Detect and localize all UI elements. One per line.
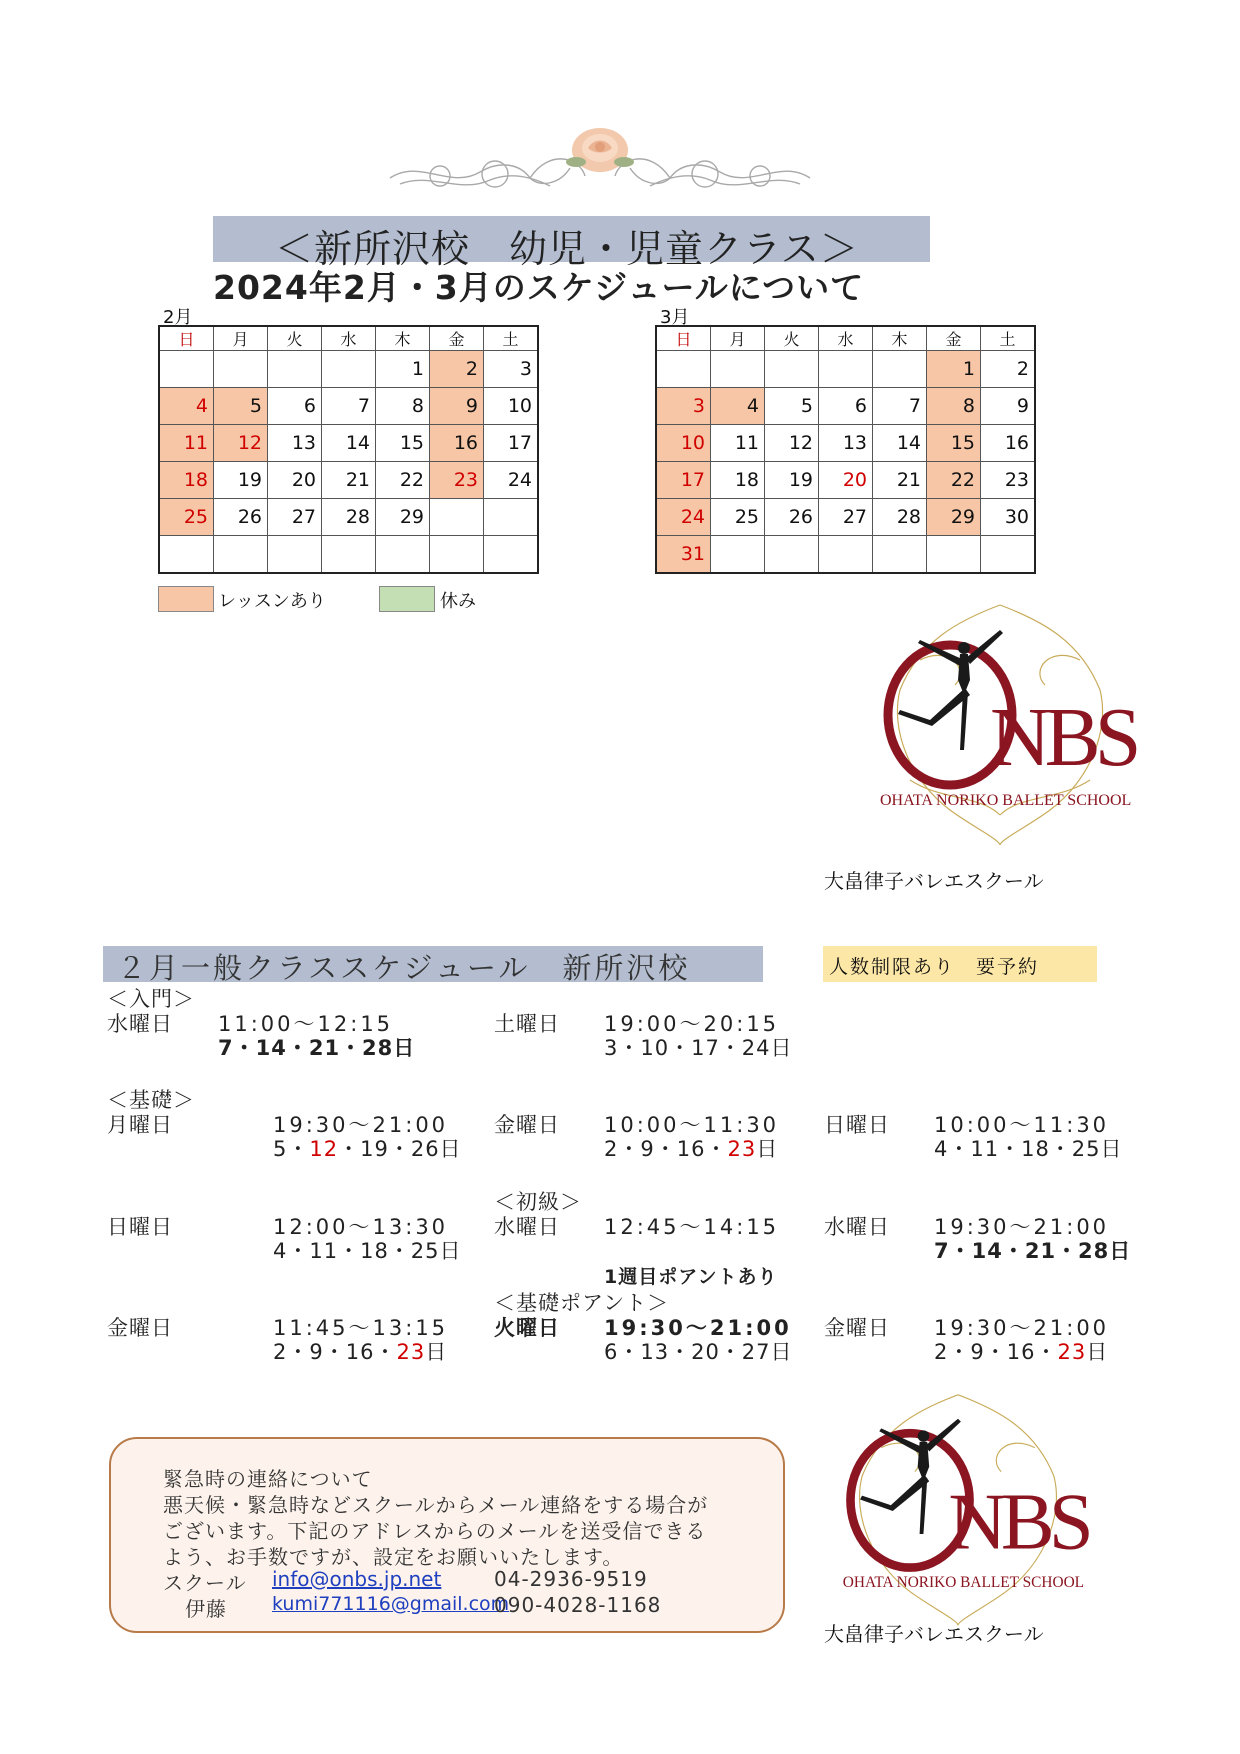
shokyu-wed-day: 水曜日 bbox=[494, 1215, 560, 1239]
weekday-header: 水 bbox=[819, 326, 873, 351]
calendar-day-cell: 23 bbox=[430, 462, 484, 499]
calendar-day-cell bbox=[484, 499, 539, 536]
calendar-week-row bbox=[159, 499, 538, 536]
person-phone: 090-4028-1168 bbox=[494, 1593, 662, 1617]
contact-line-1: 緊急時の連絡について bbox=[163, 1467, 373, 1491]
contact-school-label: スクール bbox=[163, 1571, 247, 1595]
calendar-day-cell: 24 bbox=[656, 499, 711, 536]
calendar-day-cell: 11 bbox=[159, 425, 214, 462]
calendar-day-cell: 31 bbox=[656, 536, 711, 573]
general-schedule-band bbox=[103, 946, 763, 985]
calendar-day-cell: 3 bbox=[484, 351, 539, 388]
kp-tue-time: 19:30～21:00 bbox=[604, 1316, 792, 1340]
calendar-day-cell: 25 bbox=[711, 499, 765, 536]
nyumon-wed-dates: 7・14・21・28日 bbox=[218, 1036, 416, 1060]
rose-icon bbox=[566, 128, 634, 172]
calendar-day-cell: 12 bbox=[765, 425, 819, 462]
calendar-day-cell: 6 bbox=[268, 388, 322, 425]
kp-fri2-dates: 2・9・16・23日 bbox=[934, 1340, 1109, 1364]
kp-fri-time: 11:45～13:15 bbox=[273, 1316, 449, 1340]
calendar-day-cell bbox=[430, 536, 484, 573]
calendar-day-cell: 27 bbox=[819, 499, 873, 536]
weekday-header: 日 bbox=[159, 326, 214, 351]
calendar-day-cell bbox=[159, 351, 214, 388]
calendar-week-row bbox=[656, 425, 1035, 462]
kiso-sun2-dates: 4・11・18・25日 bbox=[273, 1239, 462, 1263]
section-shokyu-label: ＜初級＞ bbox=[494, 1190, 582, 1214]
calendar-day-cell: 4 bbox=[159, 388, 214, 425]
calendar-week-row bbox=[159, 536, 538, 573]
calendar-day-cell: 19 bbox=[765, 462, 819, 499]
calendar-day-cell: 29 bbox=[927, 499, 981, 536]
shokyu-wed2-time: 19:30～21:00 bbox=[934, 1215, 1110, 1239]
calendar-day-cell: 16 bbox=[430, 425, 484, 462]
calendar-day-cell: 20 bbox=[819, 462, 873, 499]
logo-school-en-bottom: OHATA NORIKO BALLET SCHOOL bbox=[842, 1573, 1085, 1591]
calendar-day-cell: 14 bbox=[322, 425, 376, 462]
kp-fri-dates: 2・9・16・23日 bbox=[273, 1340, 448, 1364]
calendar-day-cell: 13 bbox=[268, 425, 322, 462]
onbs-logo bbox=[860, 600, 1140, 850]
weekday-header: 水 bbox=[322, 326, 376, 351]
calendar-day-cell: 9 bbox=[981, 388, 1036, 425]
onbs-logo-bottom bbox=[823, 1390, 1093, 1630]
calendar-day-cell: 10 bbox=[656, 425, 711, 462]
calendar-week-row bbox=[159, 425, 538, 462]
weekday-header-row bbox=[656, 326, 1035, 351]
contact-line-4: よう、お手数ですが、設定をお願いいたします。 bbox=[163, 1545, 624, 1569]
calendar-day-cell: 2 bbox=[981, 351, 1036, 388]
calendar-day-cell bbox=[819, 536, 873, 573]
kiso-sun-time: 10:00～11:30 bbox=[934, 1113, 1110, 1137]
calendar-day-cell bbox=[873, 536, 927, 573]
calendar-day-cell: 14 bbox=[873, 425, 927, 462]
calendar-day-cell: 27 bbox=[268, 499, 322, 536]
calendar-mar-label: 3月 bbox=[660, 307, 690, 328]
kiso-sun-dates: 4・11・18・25日 bbox=[934, 1137, 1123, 1161]
page-subtitle: 2024年2月・3月のスケジュールについて bbox=[213, 268, 865, 307]
calendar-day-cell: 29 bbox=[376, 499, 430, 536]
calendar-day-cell: 11 bbox=[711, 425, 765, 462]
calendar-day-cell: 10 bbox=[484, 388, 539, 425]
school-email-link[interactable]: info@onbs.jp.net bbox=[272, 1567, 442, 1591]
person-email-link[interactable]: kumi771116@gmail.com bbox=[272, 1593, 510, 1615]
calendar-day-cell: 30 bbox=[981, 499, 1036, 536]
calendar-day-cell: 17 bbox=[484, 425, 539, 462]
logo-caption-jp: 大畠律子バレエスクール bbox=[824, 869, 1044, 893]
calendar-day-cell bbox=[711, 351, 765, 388]
calendar-day-cell bbox=[765, 536, 819, 573]
contact-line-3: ございます。下記のアドレスからのメールを送受信できる bbox=[163, 1519, 707, 1543]
kp-tue-dates: 6・13・20・27日 bbox=[604, 1340, 793, 1364]
contact-person-label: 伊藤 bbox=[185, 1597, 227, 1621]
calendar-day-cell: 24 bbox=[484, 462, 539, 499]
weekday-header: 火 bbox=[268, 326, 322, 351]
calendar-day-cell bbox=[376, 536, 430, 573]
kiso-fri-time: 10:00～11:30 bbox=[604, 1113, 780, 1137]
rose-ornament bbox=[380, 128, 820, 200]
calendar-week-row bbox=[656, 351, 1035, 388]
calendar-week-row bbox=[656, 388, 1035, 425]
calendar-day-cell bbox=[819, 351, 873, 388]
nyumon-wed-day: 水曜日 bbox=[107, 1012, 173, 1036]
calendar-day-cell bbox=[214, 536, 268, 573]
kiso-fri-dates: 2・9・16・23日 bbox=[604, 1137, 779, 1161]
calendar-week-row bbox=[656, 536, 1035, 573]
calendar-week-row bbox=[656, 462, 1035, 499]
calendar-day-cell: 9 bbox=[430, 388, 484, 425]
calendar-day-cell: 5 bbox=[214, 388, 268, 425]
nyumon-wed-time: 11:00～12:15 bbox=[218, 1012, 394, 1036]
kiso-fri-day: 金曜日 bbox=[494, 1113, 560, 1137]
kp-fri2-time: 19:30～21:00 bbox=[934, 1316, 1110, 1340]
kiso-sun2-day: 日曜日 bbox=[107, 1215, 173, 1239]
logo-caption-jp-bottom: 大畠律子バレエスクール bbox=[824, 1622, 1044, 1646]
calendar-day-cell: 26 bbox=[765, 499, 819, 536]
calendar-day-cell bbox=[484, 536, 539, 573]
notice-band bbox=[823, 946, 1097, 982]
calendar-feb-label: 2月 bbox=[163, 307, 193, 328]
calendar-day-cell: 16 bbox=[981, 425, 1036, 462]
kiso-mon-time: 19:30～21:00 bbox=[273, 1113, 449, 1137]
calendar-day-cell: 7 bbox=[873, 388, 927, 425]
shokyu-note: 1週目ポアントあり bbox=[604, 1266, 778, 1288]
calendar-day-cell: 28 bbox=[322, 499, 376, 536]
calendar-day-cell: 4 bbox=[711, 388, 765, 425]
page-title: ＜新所沢校 幼児・児童クラス＞ bbox=[275, 227, 859, 271]
shokyu-wed2-day: 水曜日 bbox=[824, 1215, 890, 1239]
kp-fri2-day: 金曜日 bbox=[824, 1316, 890, 1340]
calendar-day-cell: 15 bbox=[376, 425, 430, 462]
calendar-day-cell bbox=[711, 536, 765, 573]
weekday-header: 土 bbox=[981, 326, 1036, 351]
calendar-day-cell: 23 bbox=[981, 462, 1036, 499]
calendar-day-cell: 1 bbox=[376, 351, 430, 388]
kiso-sun2-time: 12:00～13:30 bbox=[273, 1215, 449, 1239]
calendar-day-cell bbox=[268, 351, 322, 388]
calendar-day-cell: 15 bbox=[927, 425, 981, 462]
calendar-day-cell: 26 bbox=[214, 499, 268, 536]
calendar-day-cell bbox=[873, 351, 927, 388]
calendar-week-row bbox=[159, 351, 538, 388]
weekday-header: 日 bbox=[656, 326, 711, 351]
calendar-day-cell: 28 bbox=[873, 499, 927, 536]
calendar-day-cell: 12 bbox=[214, 425, 268, 462]
weekday-header: 木 bbox=[873, 326, 927, 351]
calendar-day-cell bbox=[927, 536, 981, 573]
contact-line-2: 悪天候・緊急時などスクールからメール連絡をする場合が bbox=[163, 1493, 709, 1517]
nyumon-sat-dates: 3・10・17・24日 bbox=[604, 1036, 793, 1060]
calendar-day-cell: 18 bbox=[159, 462, 214, 499]
calendar-day-cell bbox=[981, 536, 1036, 573]
calendar-week-row bbox=[159, 462, 538, 499]
calendar-day-cell: 8 bbox=[376, 388, 430, 425]
legend-lesson-swatch bbox=[158, 586, 214, 612]
calendar-day-cell: 22 bbox=[376, 462, 430, 499]
calendar-day-cell bbox=[322, 536, 376, 573]
weekday-header: 木 bbox=[376, 326, 430, 351]
calendar-day-cell: 18 bbox=[711, 462, 765, 499]
weekday-header: 月 bbox=[711, 326, 765, 351]
kiso-mon-dates: 5・12・19・26日 bbox=[273, 1137, 462, 1161]
legend-holiday-swatch bbox=[379, 586, 435, 612]
nyumon-sat-day: 土曜日 bbox=[494, 1012, 560, 1036]
school-phone: 04-2936-9519 bbox=[494, 1567, 648, 1591]
calendar-february bbox=[158, 325, 539, 574]
weekday-header: 金 bbox=[430, 326, 484, 351]
calendar-day-cell: 5 bbox=[765, 388, 819, 425]
calendar-day-cell bbox=[322, 351, 376, 388]
title-band bbox=[213, 216, 930, 271]
weekday-header: 火 bbox=[765, 326, 819, 351]
calendar-day-cell: 13 bbox=[819, 425, 873, 462]
calendar-day-cell bbox=[159, 536, 214, 573]
kiso-sun-day: 日曜日 bbox=[824, 1113, 890, 1137]
kp-tue-day: 火曜日 bbox=[494, 1316, 560, 1340]
calendar-day-cell: 22 bbox=[927, 462, 981, 499]
calendar-day-cell: 3 bbox=[656, 388, 711, 425]
calendar-day-cell bbox=[765, 351, 819, 388]
section-kiso-label: ＜基礎＞ bbox=[107, 1088, 195, 1112]
calendar-day-cell: 1 bbox=[927, 351, 981, 388]
calendar-day-cell: 25 bbox=[159, 499, 214, 536]
kp-fri-day: 金曜日 bbox=[107, 1316, 173, 1340]
legend-lesson-label: レッスンあり bbox=[218, 591, 326, 612]
calendar-day-cell: 2 bbox=[430, 351, 484, 388]
shokyu-wed2-dates: 7・14・21・28日 bbox=[934, 1239, 1132, 1263]
svg-text:NBS: NBS bbox=[990, 691, 1136, 784]
calendar-day-cell bbox=[214, 351, 268, 388]
calendar-day-cell: 8 bbox=[927, 388, 981, 425]
legend-holiday-label: 休み bbox=[440, 591, 476, 612]
weekday-header-row bbox=[159, 326, 538, 351]
calendar-day-cell: 20 bbox=[268, 462, 322, 499]
section-kiso-pointe-label: ＜基礎ポアント＞ bbox=[494, 1291, 670, 1315]
kiso-mon-day: 月曜日 bbox=[107, 1113, 173, 1137]
calendar-day-cell: 6 bbox=[819, 388, 873, 425]
calendar-week-row bbox=[159, 388, 538, 425]
weekday-header: 金 bbox=[927, 326, 981, 351]
logo-school-en: OHATA NORIKO BALLET SCHOOL bbox=[880, 792, 1132, 809]
calendar-day-cell bbox=[656, 351, 711, 388]
calendar-day-cell bbox=[430, 499, 484, 536]
shokyu-wed-time: 12:45～14:15 bbox=[604, 1215, 780, 1239]
calendar-day-cell: 17 bbox=[656, 462, 711, 499]
calendar-day-cell: 21 bbox=[873, 462, 927, 499]
calendar-day-cell bbox=[268, 536, 322, 573]
calendar-day-cell: 7 bbox=[322, 388, 376, 425]
nyumon-sat-time: 19:00～20:15 bbox=[604, 1012, 780, 1036]
calendar-day-cell: 21 bbox=[322, 462, 376, 499]
calendar-march bbox=[655, 325, 1036, 574]
calendar-week-row bbox=[656, 499, 1035, 536]
weekday-header: 土 bbox=[484, 326, 539, 351]
weekday-header: 月 bbox=[214, 326, 268, 351]
section-nyumon-label: ＜入門＞ bbox=[107, 987, 195, 1011]
general-schedule-title: ２月一般クラススケジュール 新所沢校 bbox=[117, 951, 691, 985]
notice-text: 人数制限あり 要予約 bbox=[829, 956, 1040, 978]
svg-text:NBS: NBS bbox=[948, 1477, 1088, 1567]
calendar-day-cell: 19 bbox=[214, 462, 268, 499]
